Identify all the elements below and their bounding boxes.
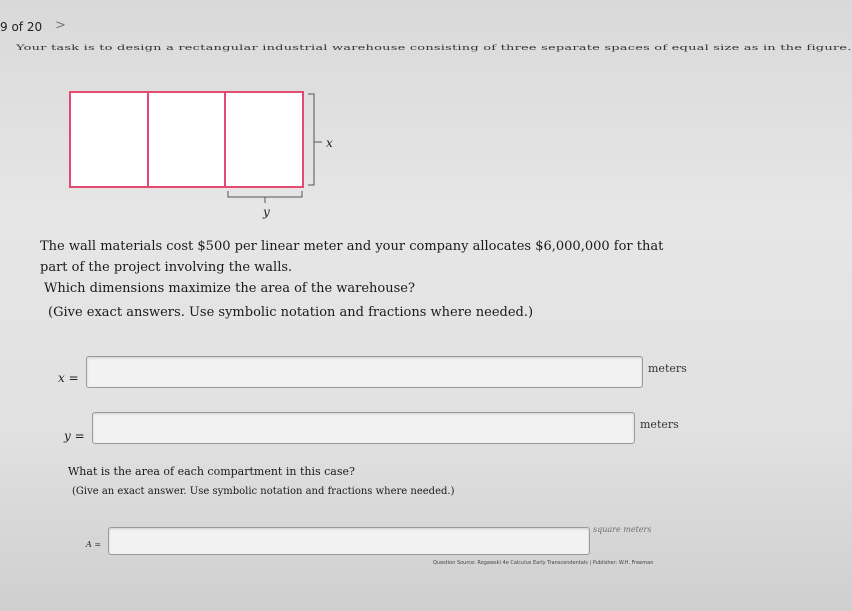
followup-question: What is the area of each compartment in this case?: [68, 465, 355, 478]
y-dimension-bracket: [228, 191, 302, 197]
x-answer-input[interactable]: [86, 356, 643, 388]
problem-intro: Your task is to design a rectangular industrial warehouse consisting of three separate spaces of equal size as in the figure.: [16, 44, 852, 53]
x-answer-label: x =: [58, 371, 79, 385]
outer-wall: [70, 92, 303, 187]
answer-instruction: (Give exact answers. Use symbolic notation and fractions where needed.): [48, 305, 534, 320]
y-dimension-label: y: [263, 205, 270, 219]
area-answer-unit: square meters: [593, 525, 652, 534]
y-answer-label: y =: [64, 429, 85, 443]
top-bar: [0, 0, 700, 40]
followup-instruction: (Give an exact answer. Use symbolic notation and fractions where needed.): [72, 486, 455, 497]
area-answer-label: A =: [86, 540, 102, 549]
problem-question: Which dimensions maximize the area of the warehouse?: [44, 281, 415, 296]
x-answer-unit: meters: [648, 362, 687, 375]
y-answer-input[interactable]: [92, 412, 635, 444]
x-dimension-label: x: [326, 136, 333, 150]
problem-statement: The wall materials cost $500 per linear meter and your company allocates $6,000,000 for that part of the project involving the walls.: [40, 239, 664, 275]
question-source: Question Source: Rogawski 4e Calculus Early Transcendentals | Publisher: W.H. Freeman: [433, 560, 654, 566]
warehouse-diagram: [60, 85, 360, 225]
warehouse-walls: [70, 92, 303, 187]
question-counter: 9 of 20: [0, 20, 43, 34]
next-question-arrow-icon[interactable]: >: [55, 18, 66, 33]
x-dimension-bracket: [308, 94, 314, 185]
y-answer-unit: meters: [640, 418, 679, 431]
area-answer-input[interactable]: [108, 527, 590, 555]
